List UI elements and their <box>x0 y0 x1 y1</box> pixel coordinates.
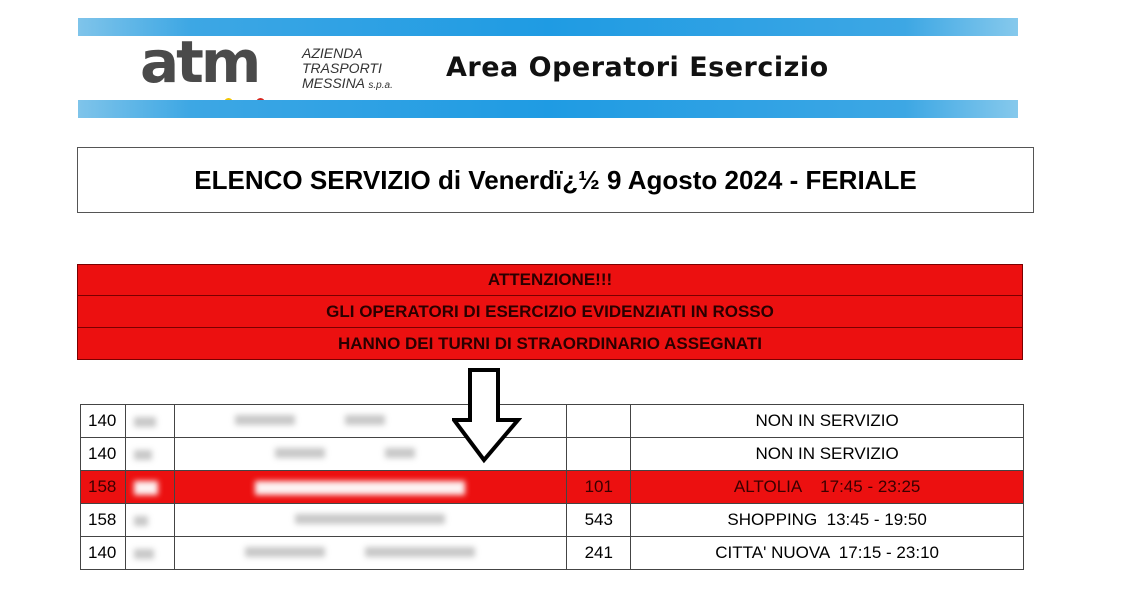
company-suffix: s.p.a. <box>368 80 393 91</box>
down-arrow-icon <box>452 368 522 464</box>
area-title: Area Operatori Esercizio <box>446 52 829 83</box>
operator-name-redacted <box>174 471 566 504</box>
service-code: 140 <box>81 405 126 438</box>
warning-block <box>77 264 1023 360</box>
redaction-mark <box>134 417 156 427</box>
operator-id-redacted <box>125 438 174 471</box>
service-description: SHOPPING 13:45 - 19:50 <box>631 504 1024 537</box>
page-title: ELENCO SERVIZIO di Venerdï¿½ 9 Agosto 2024 - FERIALE <box>194 164 917 195</box>
service-description: ALTOLIA 17:45 - 23:25 <box>631 471 1024 504</box>
service-code: 140 <box>81 537 126 570</box>
turn-number: 101 <box>567 471 631 504</box>
redaction-mark <box>385 448 415 458</box>
service-row <box>81 438 1024 471</box>
operator-name-redacted <box>174 537 566 570</box>
header-banner <box>78 18 1018 118</box>
turn-number: 543 <box>567 504 631 537</box>
turn-number <box>567 438 631 471</box>
operator-id-redacted <box>125 405 174 438</box>
banner-content <box>78 28 1018 100</box>
service-code: 158 <box>81 471 126 504</box>
redaction-mark <box>245 547 325 557</box>
warning-line-1: ATTENZIONE!!! <box>77 264 1023 296</box>
company-line-2: TRASPORTI <box>302 60 382 76</box>
company-line-3-text: MESSINA <box>302 75 365 91</box>
company-name <box>302 46 393 93</box>
redaction-mark <box>134 516 148 526</box>
redaction-mark <box>365 547 475 557</box>
redaction-mark <box>345 415 385 425</box>
warning-line-3: HANNO DEI TURNI DI STRAORDINARIO ASSEGNATI <box>77 328 1023 360</box>
company-line-3 <box>302 76 393 93</box>
redaction-mark <box>134 549 154 559</box>
redaction-mark <box>134 481 158 495</box>
service-row <box>81 471 1024 504</box>
service-list-title-box <box>77 147 1034 213</box>
banner-bottom-stripe <box>78 100 1018 118</box>
service-code: 140 <box>81 438 126 471</box>
service-row <box>81 504 1024 537</box>
warning-line-2: GLI OPERATORI DI ESERCIZIO EVIDENZIATI IN ROSSO <box>77 296 1023 328</box>
operator-id-redacted <box>125 471 174 504</box>
turn-number <box>567 405 631 438</box>
company-line-1: AZIENDA <box>302 45 363 61</box>
redaction-mark <box>295 514 445 524</box>
redaction-mark <box>134 450 152 460</box>
service-description: NON IN SERVIZIO <box>631 405 1024 438</box>
service-description: NON IN SERVIZIO <box>631 438 1024 471</box>
redaction-mark <box>275 448 325 458</box>
service-code: 158 <box>81 504 126 537</box>
service-row <box>81 537 1024 570</box>
services-table-body <box>81 405 1024 570</box>
operator-id-redacted <box>125 537 174 570</box>
operator-id-redacted <box>125 504 174 537</box>
service-row <box>81 405 1024 438</box>
redaction-mark <box>255 481 465 495</box>
service-description: CITTA' NUOVA 17:15 - 23:10 <box>631 537 1024 570</box>
turn-number: 241 <box>567 537 631 570</box>
operator-name-redacted <box>174 504 566 537</box>
redaction-mark <box>235 415 295 425</box>
services-table <box>80 404 1024 570</box>
atm-logo: atm <box>140 28 259 96</box>
